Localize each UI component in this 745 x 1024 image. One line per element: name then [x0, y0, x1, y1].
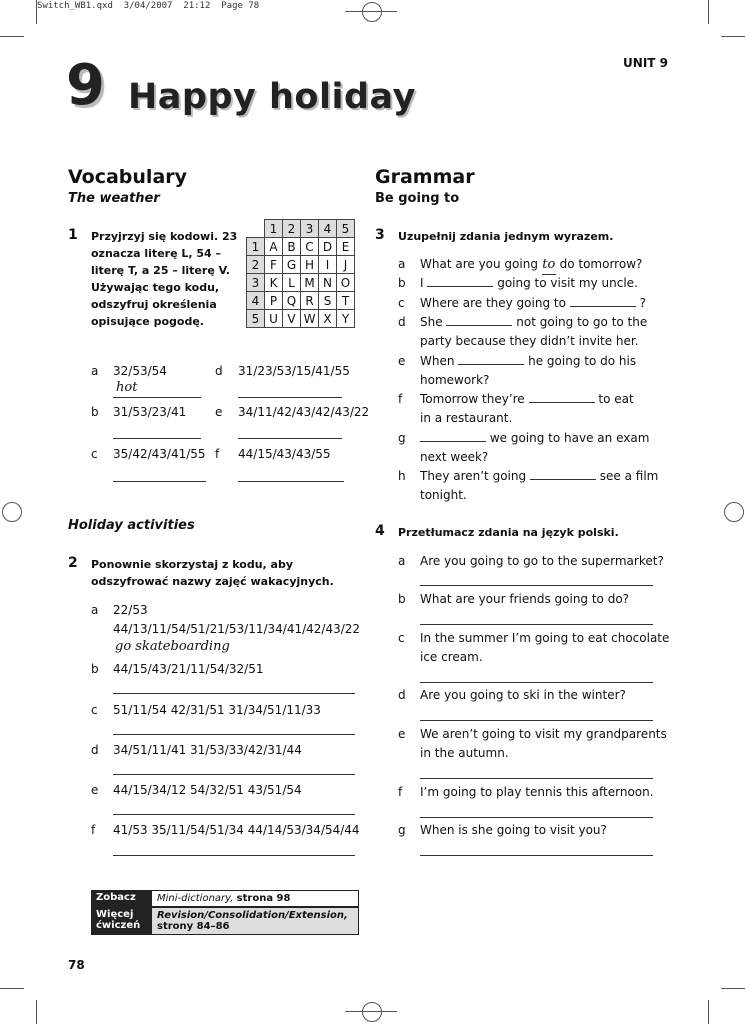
reference-text: strony 84–86: [157, 921, 230, 932]
code-text: 31/53/23/41: [113, 405, 187, 419]
sentence-text: Are you going to ski in the winter?: [420, 688, 626, 702]
reference-text: strona 98: [236, 893, 291, 904]
sentence-text: Are you going to go to the supermarket?: [420, 554, 664, 568]
sentence: [420, 294, 646, 313]
sentence-text: What are you going: [420, 257, 538, 271]
grid-cell: I: [319, 256, 337, 274]
answer-line[interactable]: [420, 624, 653, 625]
sentence-text: he going to do his: [528, 354, 637, 368]
instruction-line: oznacza literę L, 54 –: [91, 247, 222, 260]
item-letter: d: [91, 743, 99, 757]
grid-col-header: 5: [337, 220, 355, 238]
registration-mark: [2, 502, 22, 522]
code-text: 44/15/43/21/11/54/32/51: [113, 662, 264, 676]
grid-cell: J: [337, 256, 355, 274]
answer-line[interactable]: [420, 682, 653, 683]
item-letter: a: [91, 603, 99, 617]
item-letter: c: [91, 703, 98, 717]
unit-title: Happy holiday: [128, 77, 416, 117]
sentence-text: party because they didn’t invite her.: [420, 334, 639, 348]
crop-mark: [36, 1000, 37, 1024]
exercise-3-instruction: Uzupełnij zdania jednym wyrazem.: [398, 230, 614, 243]
answer-line[interactable]: [113, 855, 355, 856]
handwritten-answer: hot: [116, 380, 138, 395]
grid-cell: S: [319, 292, 337, 310]
crop-mark: [0, 988, 24, 989]
crop-mark: [721, 36, 745, 37]
instruction-line: Przyjrzyj się kodowi. 23: [91, 230, 238, 243]
weather-subheading: The weather: [68, 191, 160, 206]
sentence-text: Where are they going to: [420, 296, 566, 310]
code-text: 22/53: [113, 603, 148, 617]
instruction-line: literę T, a 25 – literę V.: [91, 264, 230, 277]
code-text: 41/53 35/11/54/51/34 44/14/53/34/54/44: [113, 823, 360, 837]
instruction-line: Używając tego kodu,: [91, 281, 220, 294]
sentence: [420, 313, 647, 351]
exercise-number: 1: [68, 227, 78, 243]
sentence-text: ice cream.: [420, 650, 483, 664]
grid-cell: X: [319, 310, 337, 328]
grid-cell: A: [265, 238, 283, 256]
answer-line[interactable]: [238, 438, 342, 439]
grid-col-header: 2: [283, 220, 301, 238]
answer-line[interactable]: [420, 855, 653, 856]
item-letter: e: [398, 727, 406, 741]
sentence-text: not going to go to the: [516, 315, 648, 329]
reference-value: [151, 890, 359, 907]
sentence-text: I: [420, 276, 424, 290]
sentence-text: homework?: [420, 373, 490, 387]
instruction-line: odszyfrować nazwy zajęć wakacyjnych.: [91, 575, 334, 588]
crop-mark: [721, 988, 745, 989]
reference-box: [91, 890, 359, 935]
grammar-subheading: Be going to: [375, 191, 460, 206]
answer-line[interactable]: [238, 481, 344, 482]
item-letter: d: [215, 364, 223, 378]
item-letter: a: [91, 364, 99, 378]
grid-cell: F: [265, 256, 283, 274]
code-text: 31/23/53/15/41/55: [238, 364, 350, 378]
grid-cell: O: [337, 274, 355, 292]
exercise-2-instruction: [91, 556, 334, 590]
grid-col-header: 4: [319, 220, 337, 238]
sentence-text: When: [420, 354, 455, 368]
grid-row-header: 2: [247, 256, 265, 274]
sentence-text: going to visit my uncle.: [497, 276, 638, 290]
reference-label: Więcej ćwiczeń: [91, 907, 151, 935]
answer-line[interactable]: [420, 778, 653, 779]
exercise-4-instruction: Przetłumacz zdania na język polski.: [398, 526, 619, 539]
item-letter: a: [398, 554, 406, 568]
grid-cell: H: [301, 256, 319, 274]
reference-value: [151, 907, 359, 935]
item-letter: e: [215, 405, 223, 419]
unit-label: UNIT 9: [623, 56, 668, 70]
grid-row-header: 3: [247, 274, 265, 292]
grid-cell: N: [319, 274, 337, 292]
print-slug: Switch_WB1.qxd 3/04/2007 21:12 Page 78: [37, 1, 260, 11]
code-text: 44/15/34/12 54/32/51 43/51/54: [113, 783, 302, 797]
grid-row-header: 4: [247, 292, 265, 310]
registration-mark: [362, 1002, 382, 1022]
sentence: [420, 429, 649, 467]
item-letter: b: [398, 276, 406, 290]
crop-mark: [0, 36, 24, 37]
sentence-text: Tomorrow they’re: [420, 392, 525, 406]
item-letter: f: [91, 823, 96, 837]
sentence-text: They aren’t going: [420, 469, 527, 483]
answer-blank[interactable]: [446, 313, 512, 326]
grid-cell: T: [337, 292, 355, 310]
unit-number: 9: [66, 53, 105, 118]
exercise-1-instruction: [91, 228, 237, 330]
registration-mark: [362, 2, 382, 22]
answer-blank[interactable]: to: [542, 255, 556, 275]
item-letter: f: [398, 392, 403, 406]
exercise-number: 4: [375, 523, 385, 539]
code-text: 35/42/43/41/55: [113, 447, 206, 461]
grid-cell: P: [265, 292, 283, 310]
grid-cell: B: [283, 238, 301, 256]
item-letter: g: [398, 431, 406, 445]
grid-cell: D: [319, 238, 337, 256]
item-letter: f: [215, 447, 220, 461]
grid-cell: U: [265, 310, 283, 328]
sentence-text: She: [420, 315, 443, 329]
grammar-heading: Grammar: [375, 166, 475, 188]
page-number: 78: [68, 958, 85, 972]
item-letter: c: [398, 296, 405, 310]
sentence-text: ?: [639, 296, 646, 310]
reference-italic: Revision/Consolidation/Extension,: [157, 910, 348, 921]
instruction-line: Ponownie skorzystaj z kodu, aby: [91, 558, 294, 571]
grid-cell: G: [283, 256, 301, 274]
instruction-line: opisujące pogodę.: [91, 315, 204, 328]
code-text: 34/51/11/41 31/53/33/42/31/44: [113, 743, 302, 757]
code-text: 32/53/54: [113, 364, 167, 378]
item-letter: d: [398, 315, 406, 329]
answer-blank[interactable]: [529, 390, 595, 403]
item-letter: a: [398, 257, 406, 271]
answer-line[interactable]: [420, 817, 653, 818]
grid-col-header: 3: [301, 220, 319, 238]
grid-row-header: 1: [247, 238, 265, 256]
item-letter: b: [398, 592, 406, 606]
answer-blank[interactable]: [427, 274, 493, 287]
sentence: [420, 467, 658, 505]
grid-cell: R: [301, 292, 319, 310]
grid-cell: C: [301, 238, 319, 256]
sentence-text: When is she going to visit you?: [420, 823, 607, 837]
item-letter: c: [398, 631, 405, 645]
answer-line[interactable]: [113, 814, 355, 815]
item-letter: h: [398, 469, 406, 483]
crop-mark: [36, 0, 37, 24]
sentence-text: in the autumn.: [420, 746, 509, 760]
answer-line[interactable]: [113, 438, 201, 439]
holiday-subheading: Holiday activities: [68, 518, 195, 533]
answer-blank[interactable]: [530, 467, 596, 480]
answer-blank[interactable]: [570, 294, 636, 307]
code-text: 44/13/11/54/51/21/53/11/34/41/42/43/22: [113, 622, 361, 636]
grid-cell: L: [283, 274, 301, 292]
answer-line[interactable]: [420, 585, 653, 586]
reference-row: [91, 907, 359, 935]
sentence-text: tonight.: [420, 488, 467, 502]
answer-blank[interactable]: [458, 352, 524, 365]
sentence-text: see a film: [599, 469, 659, 483]
sentence: [420, 352, 636, 390]
grid-col-header: 1: [265, 220, 283, 238]
grid-cell: Q: [283, 292, 301, 310]
code-text: 51/11/54 42/31/51 31/34/51/11/33: [113, 703, 321, 717]
registration-mark: [345, 1011, 397, 1012]
grid-cell: E: [337, 238, 355, 256]
handwritten-answer: go skateboarding: [115, 639, 230, 654]
answer-line[interactable]: [113, 481, 206, 482]
sentence-text: do tomorrow?: [559, 257, 643, 271]
answer-blank[interactable]: [420, 429, 486, 442]
sentence: [420, 390, 634, 428]
sentence-text: I’m going to play tennis this afternoon.: [420, 785, 654, 799]
answer-line[interactable]: [113, 734, 355, 735]
item-letter: b: [91, 662, 99, 676]
grid-cell: V: [283, 310, 301, 328]
grid-corner: [247, 220, 265, 238]
sentence: [420, 255, 642, 275]
answer-line[interactable]: [113, 693, 355, 694]
item-letter: e: [91, 783, 99, 797]
item-letter: g: [398, 823, 406, 837]
answer-line[interactable]: [113, 397, 201, 398]
vocabulary-heading: Vocabulary: [68, 166, 188, 188]
code-text: 34/11/42/43/42/43/22: [238, 405, 370, 419]
sentence-text: In the summer I’m going to eat chocolate: [420, 631, 670, 645]
reference-row: [91, 890, 359, 907]
registration-mark: [345, 11, 397, 12]
grid-row-header: 5: [247, 310, 265, 328]
sentence-text: we going to have an exam: [489, 431, 650, 445]
crop-mark: [708, 1000, 709, 1024]
grid-cell: K: [265, 274, 283, 292]
code-grid: [246, 219, 355, 328]
code-text: 44/15/43/43/55: [238, 447, 331, 461]
grid-cell: M: [301, 274, 319, 292]
registration-mark: [724, 502, 744, 522]
item-letter: b: [91, 405, 99, 419]
crop-mark: [708, 0, 709, 24]
grid-cell: Y: [337, 310, 355, 328]
instruction-line: odszyfruj określenia: [91, 298, 217, 311]
exercise-number: 2: [68, 555, 78, 571]
answer-line[interactable]: [238, 397, 342, 398]
answer-line[interactable]: [420, 720, 653, 721]
sentence-text: What are your friends going to do?: [420, 592, 630, 606]
sentence-text: in a restaurant.: [420, 411, 513, 425]
sentence-text: to eat: [598, 392, 634, 406]
item-letter: e: [398, 354, 406, 368]
reference-label: Zobacz: [91, 890, 151, 907]
reference-italic: Mini-dictionary,: [157, 893, 234, 904]
item-letter: f: [398, 785, 403, 799]
sentence-text: next week?: [420, 450, 489, 464]
sentence: [420, 274, 638, 293]
item-letter: d: [398, 688, 406, 702]
grid-cell: W: [301, 310, 319, 328]
exercise-number: 3: [375, 227, 385, 243]
answer-line[interactable]: [113, 774, 355, 775]
item-letter: c: [91, 447, 98, 461]
sentence-text: We aren’t going to visit my grandparents: [420, 727, 667, 741]
